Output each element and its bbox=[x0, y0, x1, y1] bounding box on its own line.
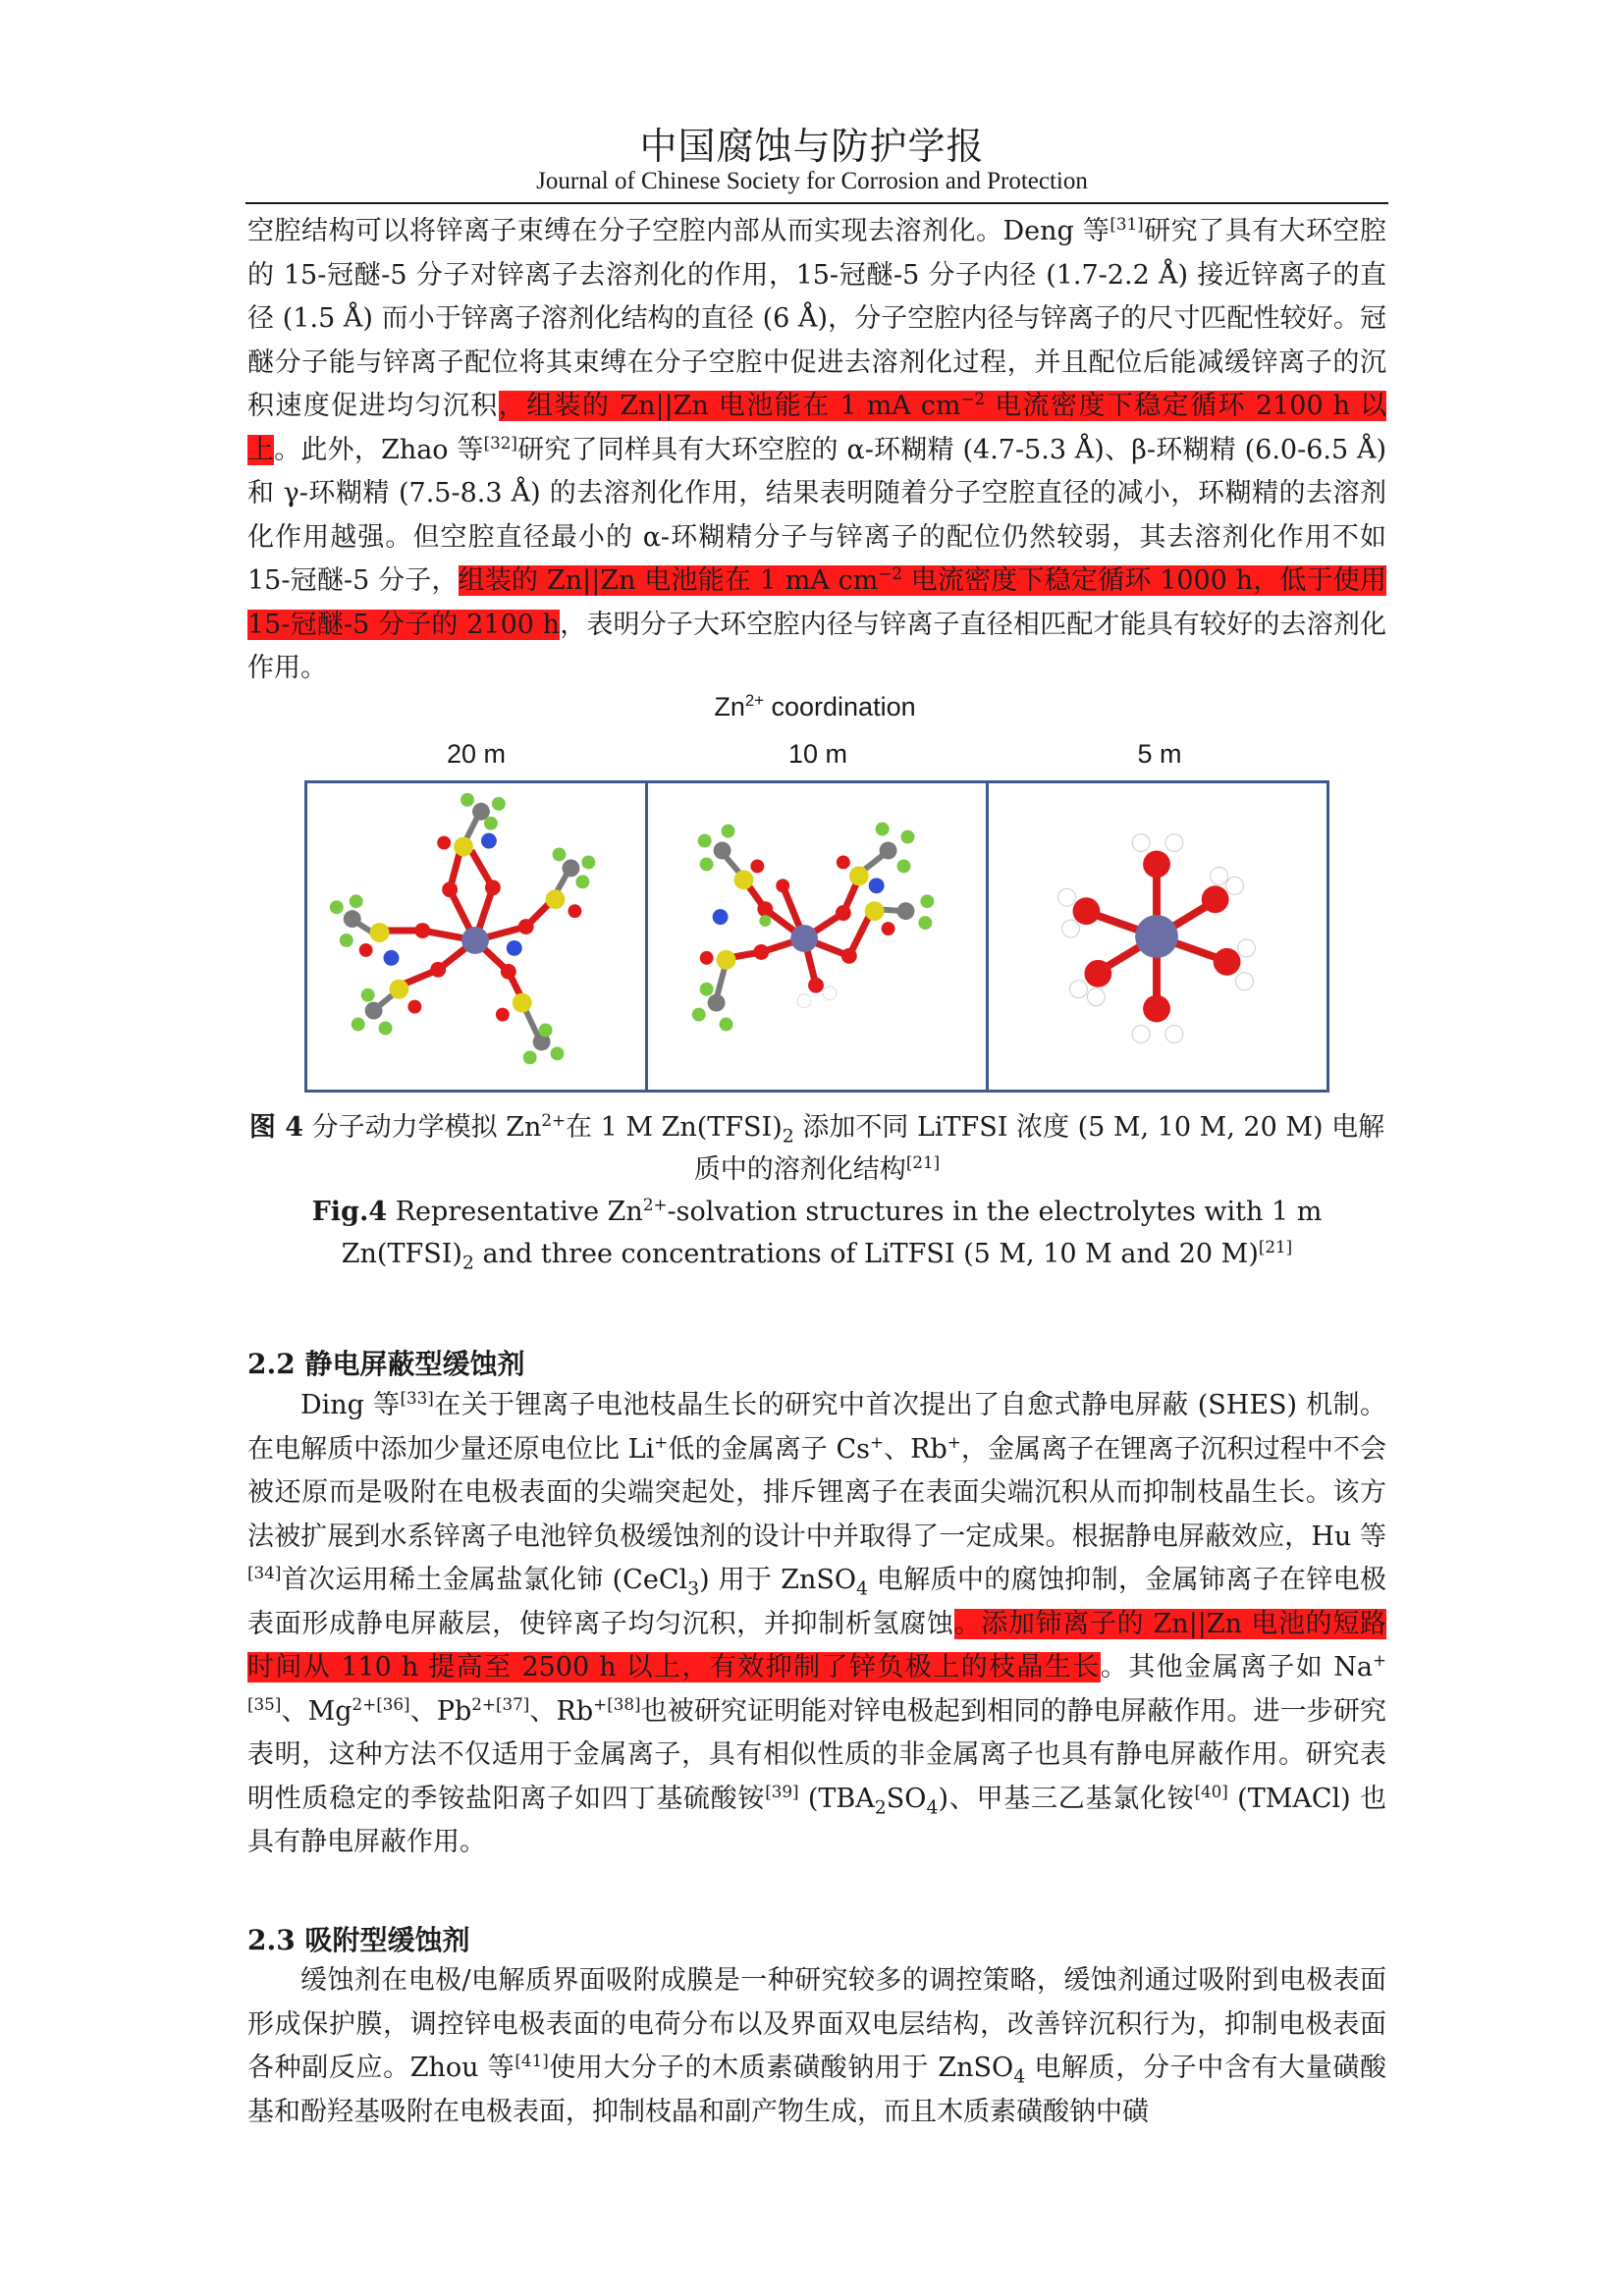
panel-label-20m: 20 m bbox=[446, 739, 507, 769]
highlight: 组装的 Zn||Zn 电池能在 1 mA $cm^{-2}$ 电流密度下稳定循环 1000 h，低于使用 15-冠醚-5 分子的 2100 h bbox=[247, 563, 1386, 640]
figure-title: $Zn^{2+}$ coordination bbox=[714, 691, 916, 721]
panel-5m bbox=[986, 783, 1326, 1090]
panel-20m bbox=[307, 783, 645, 1090]
molecule-10m bbox=[648, 783, 986, 1090]
molecule-5m bbox=[989, 783, 1326, 1090]
text: 研究了具有大环空腔的 15-冠醚-5 分子对锌离子去溶剂化的作用，15-冠醚-5 分子内径 (1.7-2.2 Å) 接近锌离子的直径 (1.5 Å) 而小于锌离子溶剂化结构的直径 (6 Å)，分子空腔内径与锌离子的尺寸匹配性较好。冠醚分子能与锌离子配位将其束缚在分子空腔中促进去溶剂化过程，并且配位后能减缓锌离子的沉积速度促进均匀沉积 bbox=[247, 216, 1386, 421]
section-title-2-2: 2.2 静电屏蔽型缓蚀剂 bbox=[247, 1348, 525, 1380]
paragraph-1 bbox=[247, 210, 1386, 691]
highlight: 。添加铈离子的 Zn||Zn 电池的短路时间从 110 h 提高至 2500 h 以上，有效抑制了锌负极上的枝晶生长 bbox=[247, 1608, 1386, 1682]
panel-label-5m: 5 m bbox=[1137, 739, 1182, 769]
figure-4 bbox=[295, 692, 1335, 1104]
text: 。此外，Zhao 等 bbox=[274, 434, 484, 465]
text: ，表明分子大环空腔内径与锌离子直径相匹配才能具有较好的去溶剂化作用。 bbox=[247, 609, 1386, 683]
text: 空腔结构可以将锌离子束缚在分子空腔内部从而实现去溶剂化。Deng 等 bbox=[247, 216, 1110, 246]
citation: [32] bbox=[483, 432, 517, 453]
caption-cn: 图 4 分子动力学模拟 $Zn^{2+}$在 1 M $Zn(TFSI)_2$ 添加不同 LiTFSI 浓度 (5 M, 10 M, 20 M) 电解质中的溶剂化结构[21] bbox=[248, 1110, 1385, 1185]
header-rule bbox=[245, 202, 1388, 204]
journal-title-cn: 中国腐蚀与防护学报 bbox=[639, 125, 985, 168]
figure-panels bbox=[304, 780, 1329, 1093]
panel-label-10m: 10 m bbox=[787, 739, 848, 769]
paragraph-2-3: 缓蚀剂在电极/电解质界面吸附成膜是一种研究较多的调控策略，缓蚀剂通过吸附到电极表面形成保护膜，调控锌电极表面的电荷分布以及界面双电层结构，改善锌沉积行为，抑制电极表面各种副反应。Zhou 等[41]使用大分子的木质素磺酸钠用于 ZnSO$_4$ 电解质，分子中含有大量磺酸基和酚羟基吸附在电极表面，抑制枝晶和副产物生成，而且木质素磺酸钠中磺 bbox=[247, 1965, 1386, 2127]
molecule-20m bbox=[307, 783, 645, 1090]
journal-title-en: Journal of Chinese Society for Corrosion and Protection bbox=[536, 168, 1088, 194]
highlight: ，组装的 Zn||Zn 电池能在 1 mA $cm^{-2}$ 电流密度下稳定循环 2100 h 以上 bbox=[247, 389, 1387, 465]
text: 研究了同样具有大环空腔的 α-环糊精 (4.7-5.3 Å)、β-环糊精 (6.0-6.5 Å) 和 γ-环糊精 (7.5-8.3 Å) 的去溶剂化作用，结果表明随着分子空腔直径的减小，环糊精的去溶剂化作用越强。但空腔直径最小的 α-环糊精分子与锌离子的配位仍然较弱，其去溶剂化作用不如 15-冠醚-5 分子， bbox=[247, 434, 1386, 596]
paragraph-2-2: Ding 等[33]在关于锂离子电池枝晶生长的研究中首次提出了自愈式静电屏蔽 (SHES) 机制。在电解质中添加少量还原电位比 Li+低的金属离子 Cs+、Rb+，金属离子在锂离子沉积过程中不会被还原而是吸附在电极表面的尖端突起处，排斥锂离子在表面尖端沉积从而抑制枝晶生长。该方法被扩展到水系锌离子电池锌负极缓蚀剂的设计中并取得了一定成果。根据静电屏蔽效应，Hu 等[34]首次运用稀土金属盐氯化铈 (CeCl$_3$) 用于 ZnSO$_4$ 电解质中的腐蚀抑制，金属铈离子在锌电极表面形成静电屏蔽层，使锌离子均匀沉积，并抑制析氢腐蚀。添加铈离子的 Zn||Zn 电池的短路时间从 110 h 提高至 2500 h 以上，有效抑制了锌负极上的枝晶生长。其他金属离子如 $Na^{+[35]}$、$Mg^{2+[36]}$、$Pb^{2+[37]}$、$Rb^{+[38]}$也被研究证明能对锌电极起到相同的静电屏蔽作用。进一步研究表明，这种方法不仅适用于金属离子，具有相似性质的非金属离子也具有静电屏蔽作用。研究表明性质稳定的季铵盐阳离子如四丁基硫酸铵[39] $(TBA_2SO_4)$、甲基三乙基氯化铵[40] (TMACl) 也具有静电屏蔽作用。 bbox=[247, 1388, 1386, 1857]
section-title-2-3: 2.3 吸附型缓蚀剂 bbox=[247, 1924, 470, 1956]
citation: [31] bbox=[1110, 214, 1144, 234]
panel-10m bbox=[645, 783, 986, 1090]
caption-en: Fig.4 Representative $Zn^{2+}$-solvation structures in the electrolytes with 1 m $Zn(TFSI)_2$ and three concentrations of LiTFSI (5 M, 10 M and 20 M)[21] bbox=[311, 1195, 1323, 1274]
